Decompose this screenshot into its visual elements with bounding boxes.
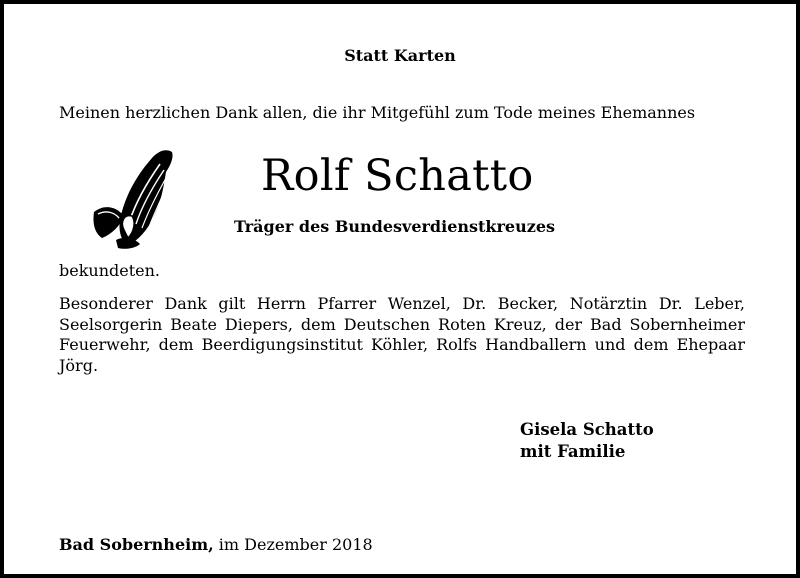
closing-verb: bekundeten.: [59, 261, 161, 280]
signature-block: [520, 419, 654, 463]
deceased-name: Rolf Schatto: [261, 151, 534, 201]
thanks-paragraph: Besonderer Dank gilt Herrn Pfarrer Wenzel, Dr. Becker, Notärztin Dr. Leber, Seelsorgerin Beate Diepers, dem Deutschen Roten Kreuz, der Bad Sobernheimer Feuerwehr, dem Beerdigungsinstitut Köhler, Rolfs Handballern und dem Ehepaar Jörg.: [59, 294, 745, 375]
signer-name: Gisela Schatto: [520, 420, 654, 439]
intro-text: Meinen herzlichen Dank allen, die ihr Mitgefühl zum Tode meines Ehemannes: [59, 103, 696, 122]
place-date: [59, 535, 373, 554]
place-city: Bad Sobernheim,: [59, 535, 214, 554]
praying-hands-icon: [90, 142, 184, 250]
signer-family: mit Familie: [520, 442, 626, 461]
notice-header: Statt Karten: [344, 46, 456, 65]
place-date-text: im Dezember 2018: [213, 535, 373, 554]
honor-title: Träger des Bundesverdienstkreuzes: [234, 217, 555, 236]
